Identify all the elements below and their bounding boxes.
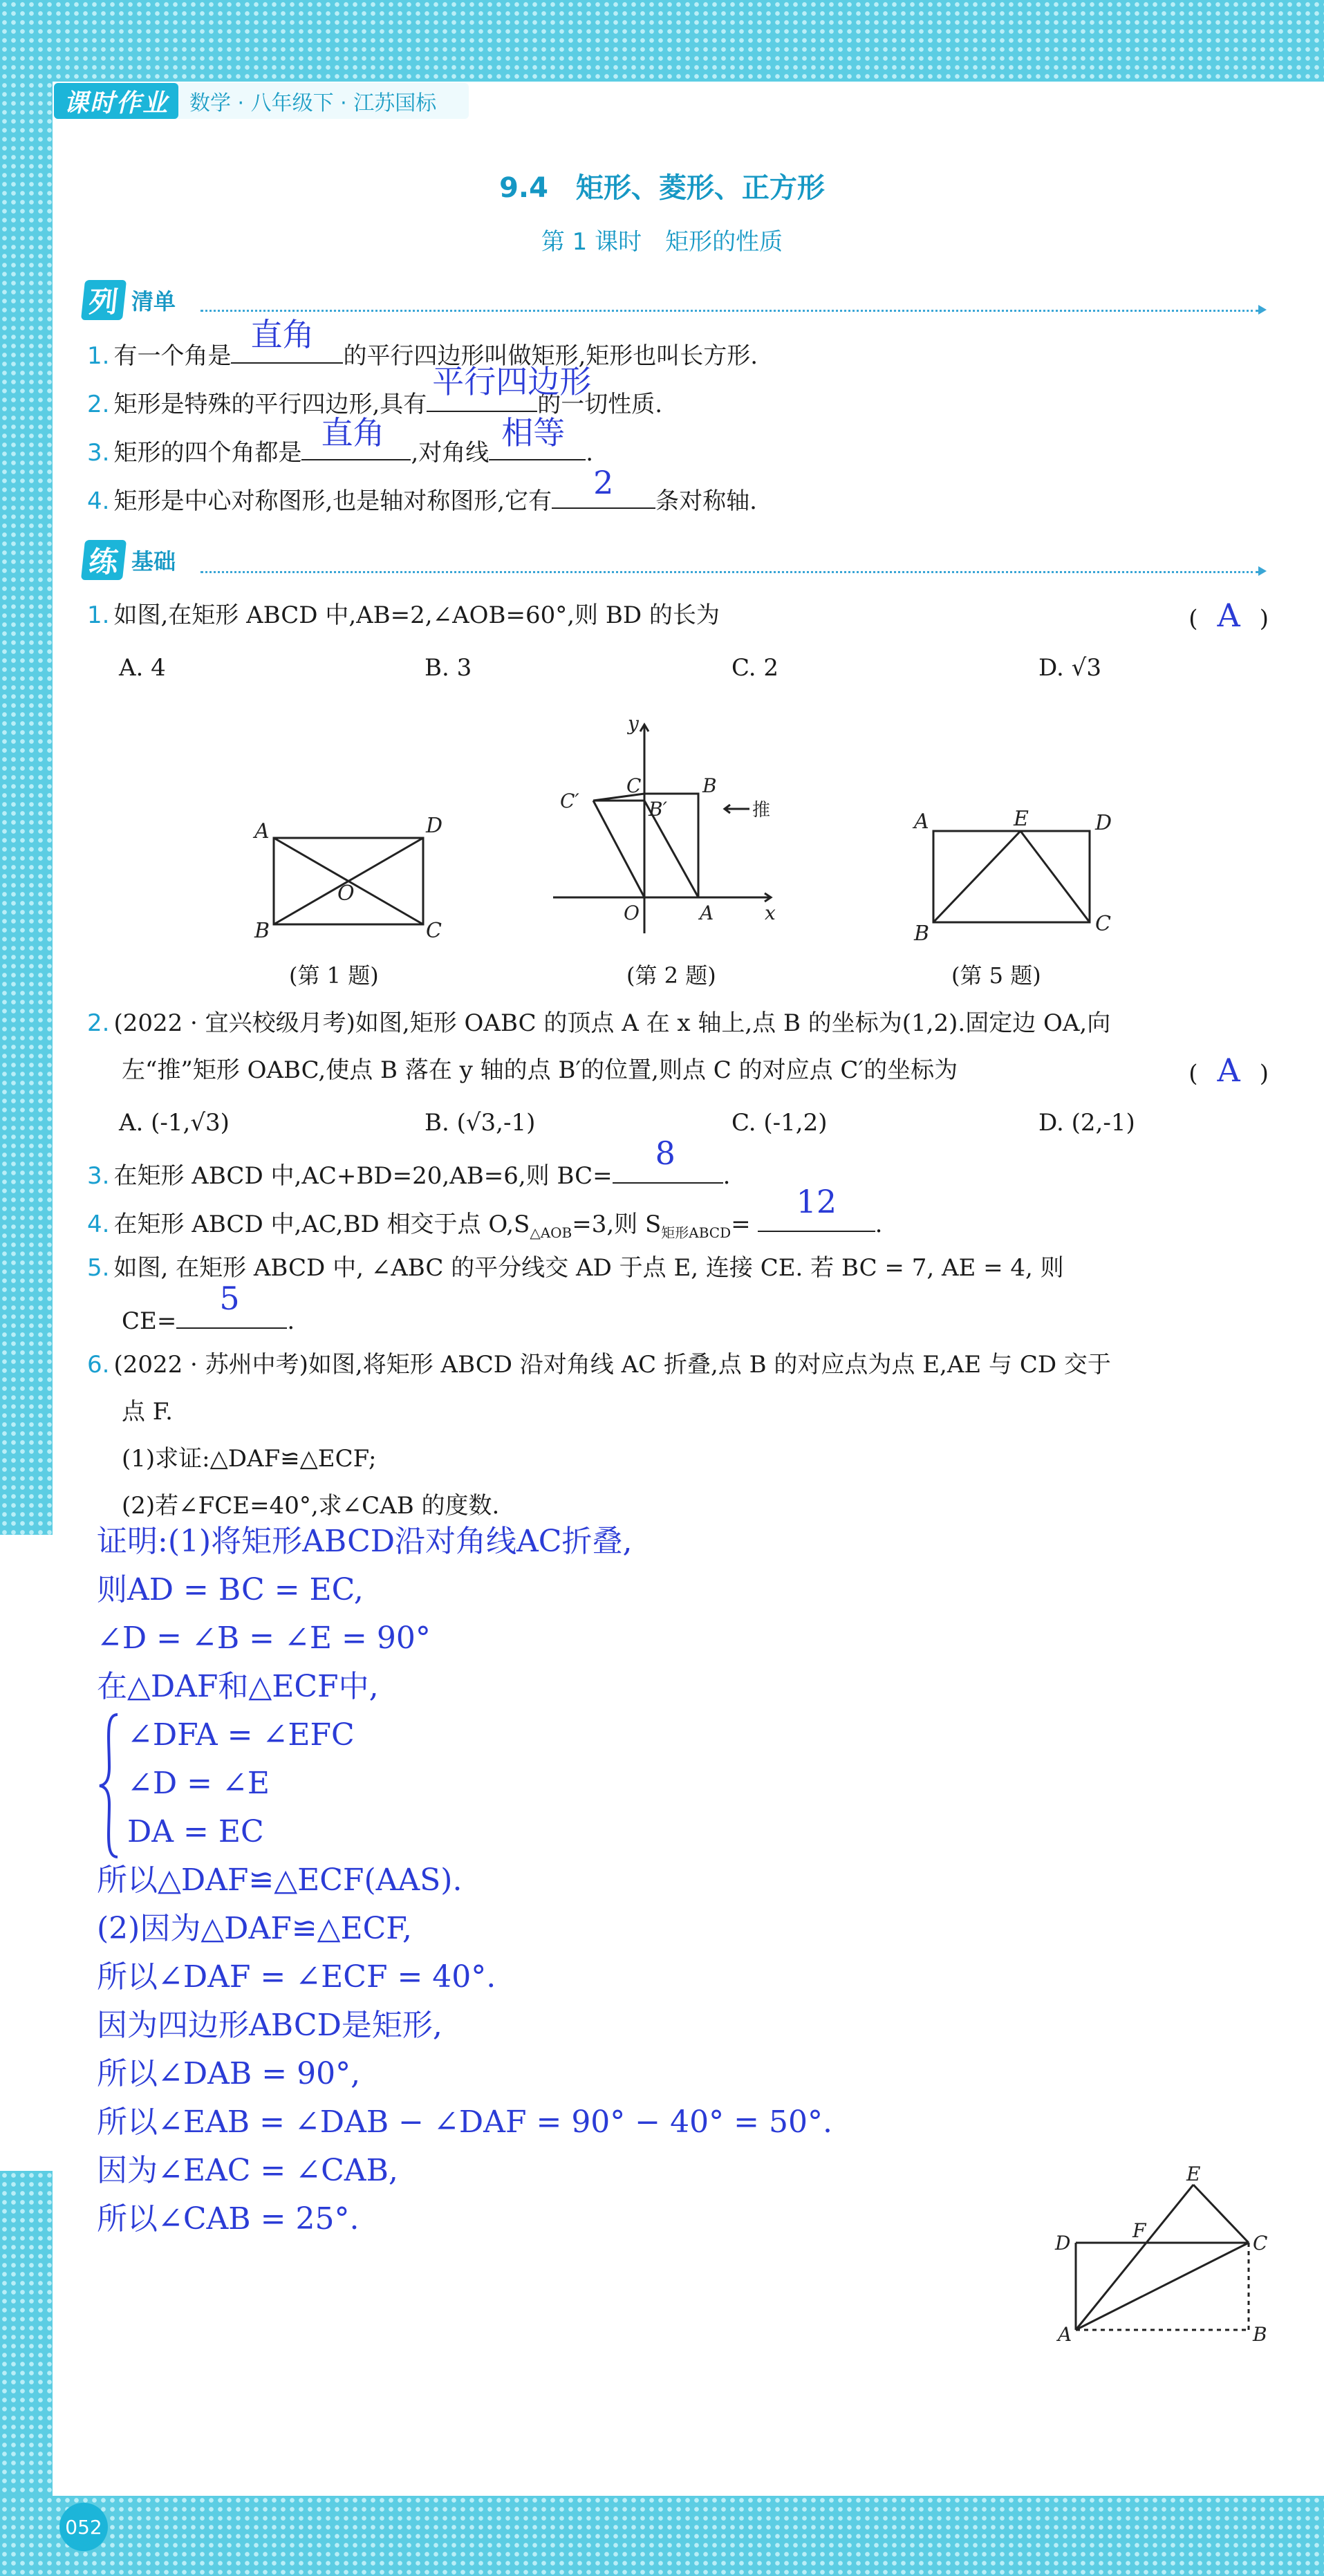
handwritten-answer: 平行四边形 [432,363,592,400]
solution-line: 所以∠DAF = ∠ECF = 40°. [97,1959,496,1995]
answer-blank [489,414,586,460]
label-B: B [1253,2323,1267,2346]
question-6-part-1 [122,1442,376,1475]
question-3 [87,1135,731,1193]
item-text: 有一个角是 [113,342,232,370]
arrow-icon [1258,305,1267,315]
question-text: (2022 · 苏州中考)如图,将矩形 ABCD 沿对角线 AC 折叠,点 B 的对应点为点 E,AE 与 CD 交于 [113,1351,1111,1379]
label-B: B [254,919,270,943]
option-a: A. 4 [119,654,166,682]
handwritten-answer: 直角 [321,414,385,451]
section-title: 9.4 矩形、菱形、正方形 [499,172,825,204]
item-number: 5. [87,1254,110,1282]
item-text: 条对称轴. [655,487,757,515]
answer-blank [301,414,411,460]
item-text: 矩形的四个角都是 [113,439,302,467]
solution-line: 在△DAF和△ECF中, [97,1669,379,1704]
figure-6-fold [1048,2164,1283,2351]
handwritten-answer: 8 [655,1135,675,1172]
solution-line: ∠DFA = ∠EFC [127,1717,355,1753]
bracket-left: ( [1188,605,1198,633]
item-number: 3. [87,1162,110,1190]
solution-line: ∠D = ∠B = ∠E = 90° [97,1621,431,1656]
question-text: (2022 · 宜兴校级月考)如图,矩形 OABC 的顶点 A 在 x 轴上,点 B 的坐标为(1,2).固定边 OA,向 [113,1009,1111,1037]
option-b: B. 3 [425,654,472,682]
lesson-title: 第 1 课时 矩形的性质 [541,228,783,256]
answer-blank [552,464,655,509]
solution-line: (2)因为△DAF≌△ECF, [97,1911,412,1946]
arrow-icon [1258,566,1267,576]
handwritten-answer: 相等 [501,414,566,451]
book-subtitle: 数学 · 八年级下 · 江苏国标 [189,91,437,115]
answer-blank [758,1183,875,1232]
label-A: A [700,902,714,924]
bracket-right: ) [1259,1060,1269,1088]
solution-line: 所以∠DAB = 90°, [97,2056,361,2091]
question-text: 在矩形 ABCD 中,AC+BD=20,AB=6,则 BC= [113,1162,613,1190]
header-badge [54,83,469,119]
item-text: ,对角线 [411,439,489,467]
section-divider [201,310,1258,312]
item-number: 1. [87,342,110,370]
figure-1-caption: (第 1 题) [289,962,379,989]
solution-line: 所以△DAF≌△ECF(AAS). [97,1863,463,1898]
solution-line: 证明:(1)将矩形ABCD沿对角线AC折叠, [97,1524,633,1559]
question-text: 点 F. [122,1398,173,1426]
question-text: . [875,1211,883,1238]
label-y: y [628,712,639,735]
question-5-line-2 [122,1280,295,1338]
item-number: 4. [87,487,110,515]
label-C: C [1253,2232,1268,2255]
handwritten-answer: 12 [796,1183,837,1220]
item-text: 的一切性质. [537,391,663,418]
checklist-item [87,316,758,373]
question-text: 如图, 在矩形 ABCD 中, ∠ABC 的平分线交 AD 于点 E, 连接 CE. 若 BC = 7, AE = 4, 则 [113,1254,1064,1282]
label-A: A [914,810,929,834]
solution-line: 所以∠CAB = 25°. [97,2201,360,2237]
item-text: 的平行四边形叫做矩形,矩形也叫长方形. [343,342,758,370]
question-6-line-1 [87,1348,1111,1381]
question-text: =3,则 S [572,1211,662,1238]
item-text: . [586,439,594,467]
question-text: 在矩形 ABCD 中,AC,BD 相交于点 O,S [113,1211,530,1238]
question-2-line-1 [87,1007,1110,1040]
solution-line: DA = EC [127,1814,264,1849]
label-C: C [1095,912,1111,936]
label-A: A [254,819,270,843]
answer-blank [231,316,343,364]
figure-5-caption: (第 5 题) [951,962,1041,989]
figure-2-caption: (第 2 题) [626,962,716,989]
question-text: 如图,在矩形 ABCD 中,AB=2,∠AOB=60°,则 BD 的长为 [113,601,720,629]
solution-line: 所以∠EAB = ∠DAB − ∠DAF = 90° − 40° = 50°. [97,2104,832,2140]
bottom-border-pattern [0,2496,1324,2576]
series-logo: 课时作业 [54,83,178,119]
label-B: B [702,774,717,797]
practice-section-icon: 练 [81,540,127,580]
item-number: 3. [87,439,110,467]
label-C: C [626,774,642,797]
list-section-icon: 列 [81,280,127,320]
item-text: 矩形是中心对称图形,也是轴对称图形,它有 [113,487,552,515]
left-brace [97,1712,124,1860]
item-number: 2. [87,1009,110,1037]
option-d: D. √3 [1038,654,1101,682]
question-text: (1)求证:△DAF≌△ECF; [122,1445,377,1473]
question-2-line-2 [122,1054,958,1087]
label-O: O [337,881,355,906]
handwritten-answer: 5 [219,1280,240,1317]
item-text: 矩形是特殊的平行四边形,具有 [113,391,427,418]
option-b: B. (√3,-1) [425,1109,536,1137]
solution-line: 则AD = BC = EC, [97,1572,364,1607]
label-B: B [914,922,930,946]
answer-bracket [1188,599,1269,635]
question-text: (2)若∠FCE=40°,求∠CAB 的度数. [122,1492,500,1520]
label-F: F [1132,2219,1146,2242]
figure-5-rectangle [906,802,1127,954]
label-D: D [1055,2232,1071,2255]
item-number: 6. [87,1351,110,1379]
label-B-prime: B′ [649,798,667,821]
label-E: E [1186,2164,1201,2185]
answer-blank [427,363,592,412]
solution-line: 因为∠EAC = ∠CAB, [97,2153,398,2188]
label-E: E [1014,807,1029,831]
question-4 [87,1183,883,1249]
option-c: C. (-1,2) [731,1109,828,1137]
push-label: 推 [752,800,771,821]
answer-bracket [1188,1054,1269,1090]
question-text: = [731,1211,751,1238]
item-number: 4. [87,1211,110,1238]
answer-blank [176,1280,287,1329]
figure-1-rectangle [249,802,456,954]
label-D: D [426,814,443,838]
label-A: A [1058,2323,1072,2346]
checklist-item [87,414,594,469]
subscript: △AOB [530,1224,572,1241]
label-C-prime: C′ [560,790,579,812]
subscript: 矩形ABCD [661,1224,731,1241]
label-C: C [426,919,442,943]
handwritten-answer: 直角 [250,316,315,353]
item-number: 1. [87,601,110,629]
question-text: . [722,1162,731,1190]
question-6-line-2 [122,1395,173,1428]
question-6-part-2 [122,1489,499,1522]
page-number: 052 [59,2503,108,2551]
section-header-practice [83,539,176,581]
solution-line: 因为四边形ABCD是矩形, [97,2008,442,2043]
list-section-label: 清单 [131,288,176,315]
label-D: D [1095,811,1112,835]
handwritten-answer: A [1217,597,1240,634]
question-text: CE= [122,1307,177,1335]
handwritten-answer: 2 [593,464,614,501]
section-divider [201,571,1258,573]
label-O: O [624,902,640,924]
section-header-list [83,279,176,321]
handwritten-answer: A [1217,1052,1240,1089]
question-text: . [287,1307,295,1335]
practice-section-label: 基础 [131,548,176,575]
option-a: A. (-1,√3) [119,1109,230,1137]
option-c: C. 2 [731,654,779,682]
label-x: x [765,902,776,924]
solution-line: ∠D = ∠E [127,1766,270,1801]
question-1 [87,599,720,632]
bracket-right: ) [1259,605,1269,633]
checklist-item [87,464,757,518]
item-number: 2. [87,391,110,418]
answer-blank [613,1135,723,1184]
question-text: 左“推”矩形 OABC,使点 B 落在 y 轴的点 B′的位置,则点 C 的对应点 C′的坐标为 [122,1056,958,1084]
option-d: D. (2,-1) [1038,1109,1135,1137]
top-border-pattern [0,0,1324,82]
figure-2-coordinate [546,712,802,933]
bracket-left: ( [1188,1060,1198,1088]
